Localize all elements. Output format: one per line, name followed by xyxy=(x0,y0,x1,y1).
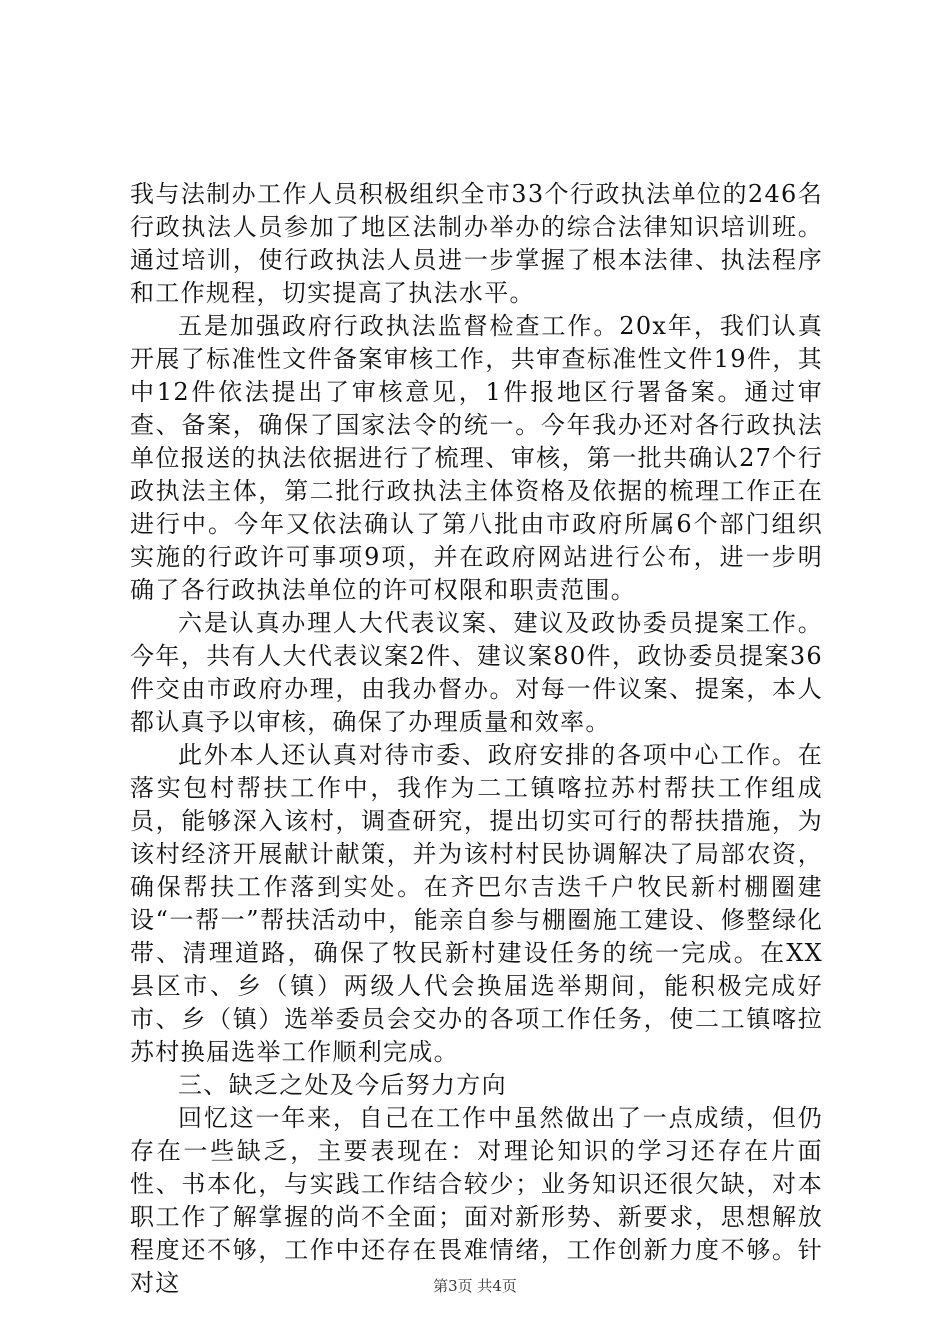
section-heading-3: 三、缺乏之处及今后努力方向 xyxy=(178,1071,507,1099)
paragraph-item-5: 五是加强政府行政执法监督检查工作。20x年，我们认真开展了标准性文件备案审核工作，共审查标准性文件19件，其中12件依法提出了审核意见，1件报地区行署备案。通过审查、备案，确保了国家法令的统一。今年我办还对各行政执法单位报送的执法依据进行了梳理、审核，第一批共确认27个行政执法主体，第二批行政执法主体资格及依据的梳理工作正在进行中。今年又依法确认了第八批由市政府所属6个部门组织实施的行政许可事项9项，并在政府网站进行公布，进一步明确了各行政执法单位的许可权限和职责范围。 xyxy=(130,312,823,604)
paragraph-other-work: 此外本人还认真对待市委、政府安排的各项中心工作。在落实包村帮扶工作中，我作为二工镇喀拉苏村帮扶工作组成员，能够深入该村，调查研究，提出切实可行的帮扶措施，为该村经济开展献计献策，并为该村村民协调解决了局部农资，确保帮扶工作落到实处。在齐巴尔吉迭千户牧民新村棚圈建设“一帮一”帮扶活动中，能亲自参与棚圈施工建设、修整绿化带、清理道路，确保了牧民新村建设任务的统一完成。在XX县区市、乡（镇）两级人代会换届选举期间，能积极完成好市、乡（镇）选举委员会交办的各项工作任务，使二工镇喀拉苏村换届选举工作顺利完成。 xyxy=(130,741,823,1066)
paragraph-continuation: 我与法制办工作人员积极组织全市33个行政执法单位的246名行政执法人员参加了地区法制办举办的综合法律知识培训班。通过培训，使行政执法人员进一步掌握了根本法律、执法程序和工作规程，切实提高了执法水平。 xyxy=(130,180,823,307)
paragraph-item-6: 六是认真办理人大代表议案、建议及政协委员提案工作。今年，共有人大代表议案2件、建议案80件，政协委员提案36件交由市政府办理，由我办督办。对每一件议案、提案，本人都认真予以审核，确保了办理质量和效率。 xyxy=(130,609,823,736)
paragraph-reflection: 回忆这一年来，自己在工作中虽然做出了一点成绩，但仍存在一些缺乏，主要表现在：对理论知识的学习还存在片面性、书本化，与实践工作结合较少；业务知识还很欠缺，对本职工作了解掌握的尚不全面；面对新形势、新要求，思想解放程度还不够，工作中还存在畏难情绪，工作创新力度不够。针对这 xyxy=(130,1104,823,1297)
page-number-footer: 第3页 共4页 xyxy=(433,1277,517,1295)
document-body xyxy=(130,178,823,1300)
